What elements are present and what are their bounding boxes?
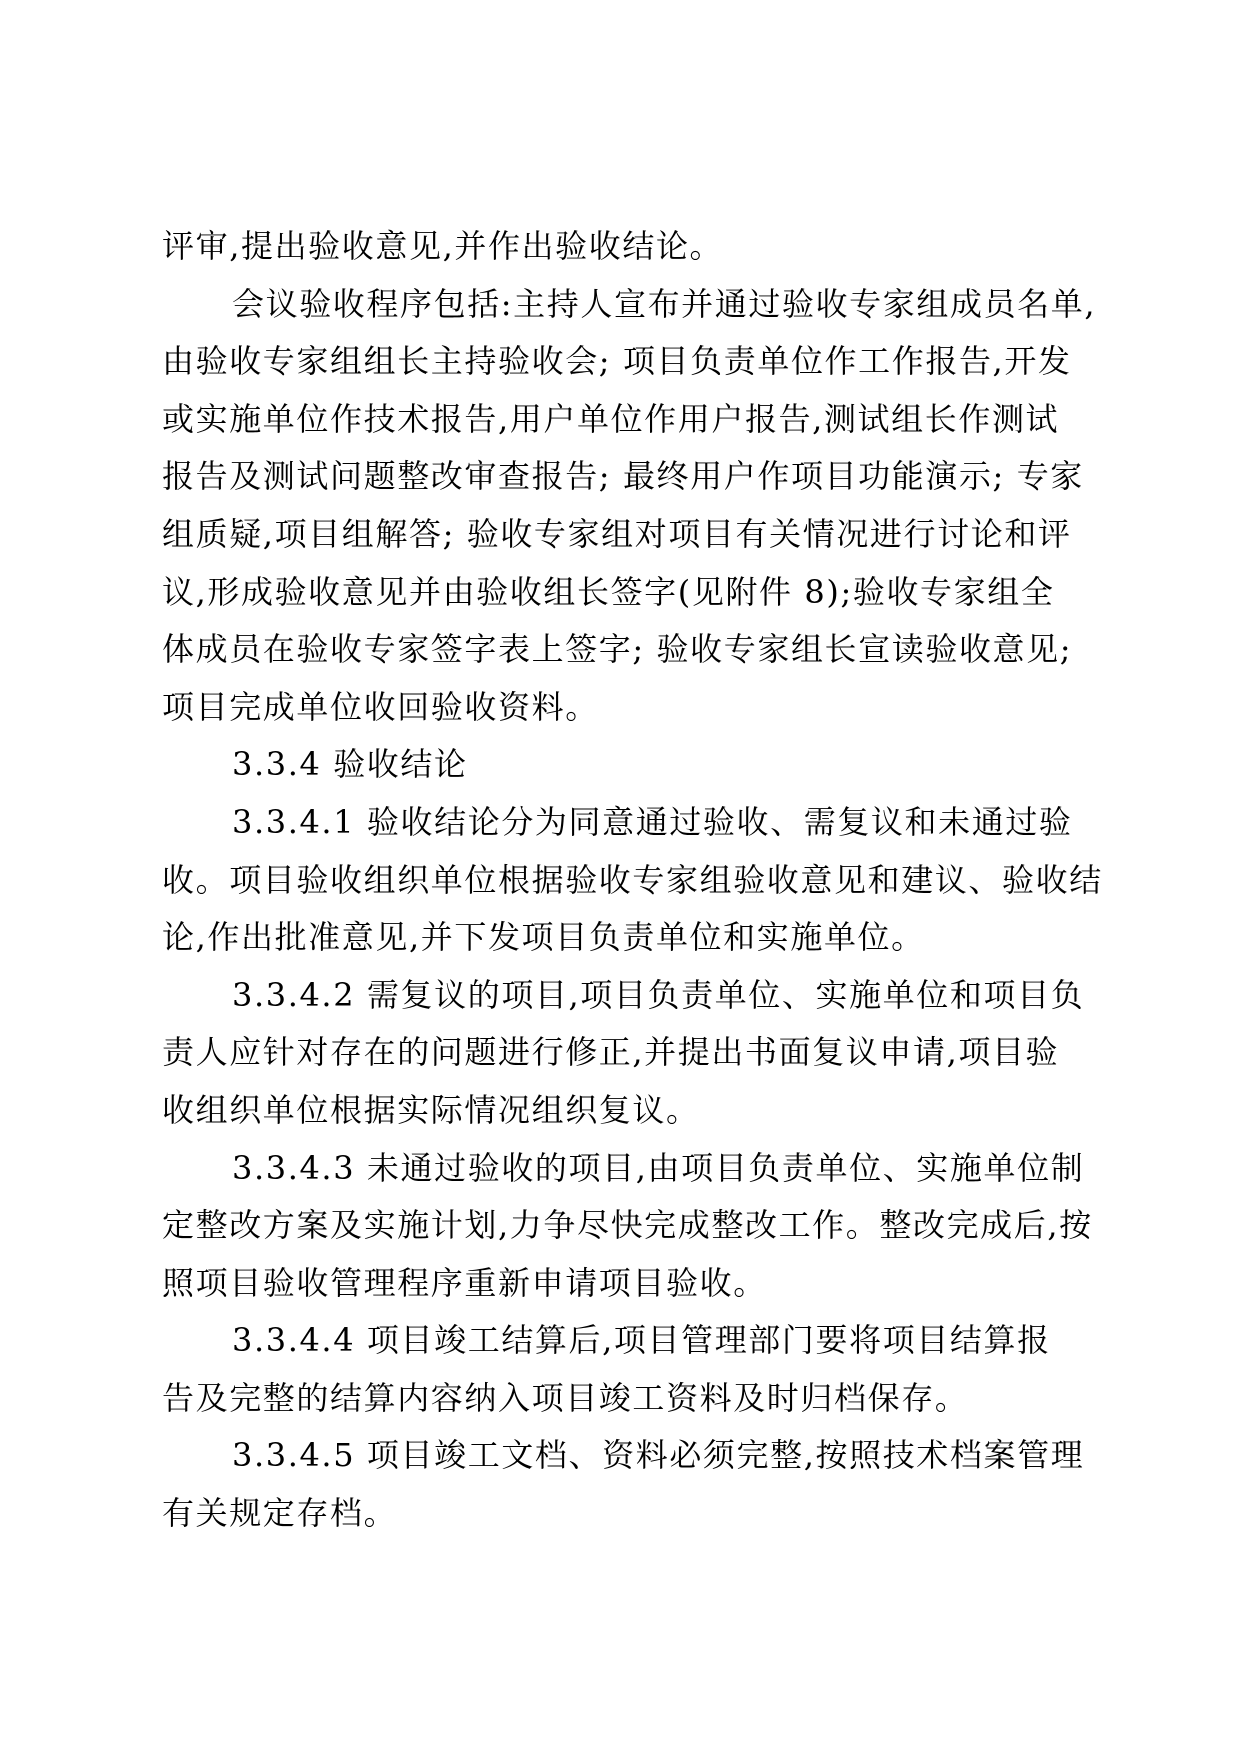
text-line: 告及完整的结算内容纳入项目竣工资料及时归档保存。 <box>162 1378 969 1417</box>
text-line: 报告及测试问题整改审查报告; 最终用户作项目功能演示; 专家 <box>162 457 1084 496</box>
text-line: 3.3.4.3 未通过验收的项目,由项目负责单位、实施单位制 <box>232 1148 1085 1187</box>
document-body <box>162 218 1103 1543</box>
text-line: 项目完成单位收回验收资料。 <box>162 687 599 726</box>
text-line: 评审,提出验收意见,并作出验收结论。 <box>162 227 724 265</box>
text-line: 责人应针对存在的问题进行修正,并提出书面复议申请,项目验 <box>162 1033 1060 1072</box>
text-line: 由验收专家组组长主持验收会; 项目负责单位作工作报告,开发 <box>162 342 1072 381</box>
text-line: 收组织单位根据实际情况组织复议。 <box>162 1090 700 1129</box>
text-line: 会议验收程序包括:主持人宣布并通过验收专家组成员名单, <box>232 284 1097 323</box>
text-line: 有关规定存档。 <box>162 1494 398 1533</box>
text-line: 论,作出批准意见,并下发项目负责单位和实施单位。 <box>162 918 925 957</box>
text-line: 体成员在验收专家签字表上签字; 验收专家组长宣读验收意见; <box>162 630 1073 669</box>
text-line: 议,形成验收意见并由验收组长签字(见附件 8);验收专家组全 <box>162 572 1055 611</box>
text-line: 定整改方案及实施计划,力争尽快完成整改工作。整改完成后,按 <box>162 1206 1093 1245</box>
text-line: 3.3.4.4 项目竣工结算后,项目管理部门要将项目结算报 <box>232 1321 1051 1360</box>
section-heading: 3.3.4 验收结论 <box>232 745 468 784</box>
text-line: 3.3.4.1 验收结论分为同意通过验收、需复议和未通过验 <box>232 802 1073 841</box>
text-line: 照项目验收管理程序重新申请项目验收。 <box>162 1263 767 1302</box>
text-line: 3.3.4.2 需复议的项目,项目负责单位、实施单位和项目负 <box>232 975 1085 1014</box>
text-line: 3.3.4.5 项目竣工文档、资料必须完整,按照技术档案管理 <box>232 1436 1085 1475</box>
text-line: 收。项目验收组织单位根据验收专家组验收意见和建议、验收结 <box>162 860 1103 899</box>
text-line: 组质疑,项目组解答; 验收专家组对项目有关情况进行讨论和评 <box>162 514 1072 553</box>
text-line: 或实施单位作技术报告,用户单位作用户报告,测试组长作测试 <box>162 399 1060 438</box>
